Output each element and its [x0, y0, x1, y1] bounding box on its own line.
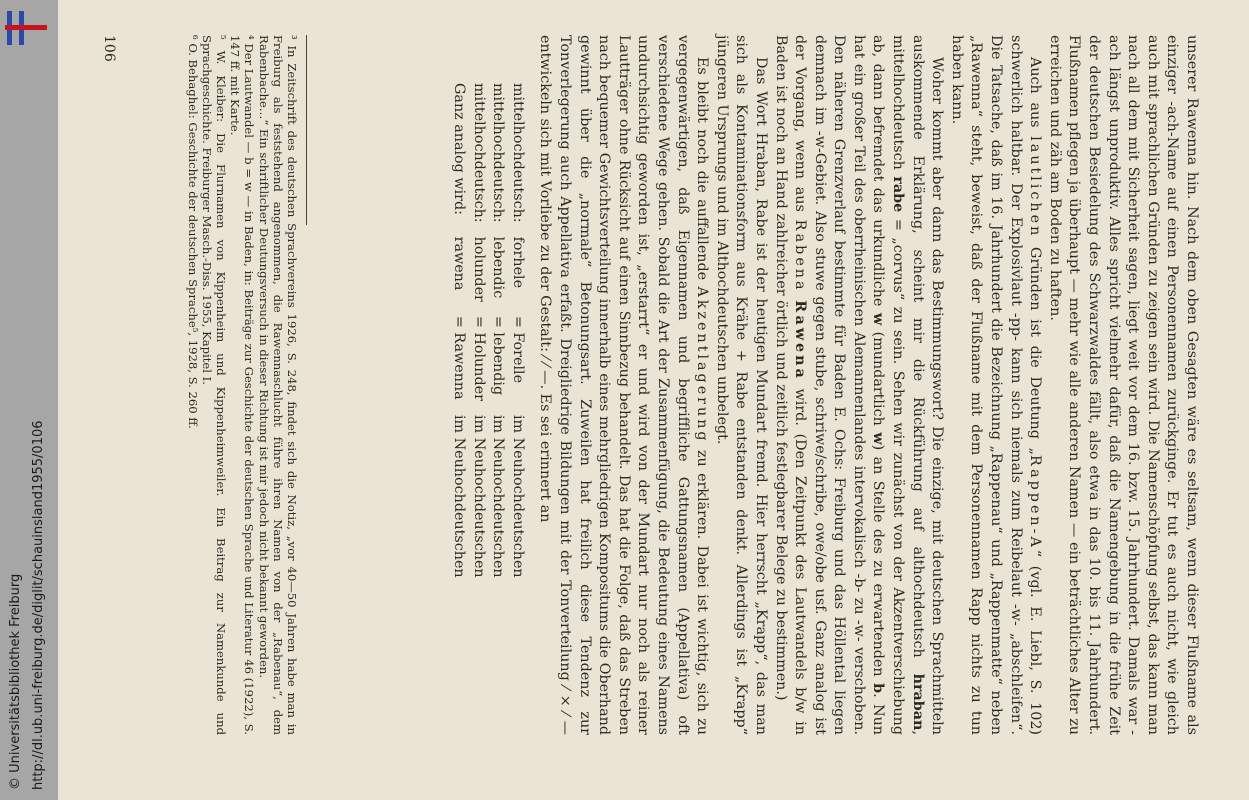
footnote: ⁵ W. Kleiber: Die Flurnamen von Kippenheim und Kippenheimweiler. Ein Beitrag zur Namenkunde und Sprachgeschichte. Freiburger Masch.-Diss. 1955, Kapitel I.	[199, 35, 228, 735]
paragraph-1: unserer Rawenna hin. Nach dem oben Gesagten wäre es seltsam, wenn dieser Flußname als einziger -ach-Name auf einen Personennamen zurückginge. Er tut es auch nicht, wie gleich auch mit sprachlichen Gründen zu zeigen sein wird. Die Namenschöpfung selbst, das kann man nach all dem mit Sicherheit sagen, liegt weit vor dem 16. bzw. 15. Jahrhundert. Damals war -ach längst unproduktiv. Alles spricht vielmehr dafür, daß die Namengebung in die frühe Zeit der deutschen Besiedelung des Schwarzwaldes fällt, also etwa in das 10. bis 11. Jahrhundert. Flußnamen pflegen ja überhaupt — mehr wie alle anderen Namen — ein beträchtliches Alter zu erreichen und zäh am Boden zu haften.	[1046, 35, 1200, 735]
footnote: ⁴ Der Lautwandel — b = w — in Baden, in: Beiträge zur Geschichte der deutschen Sprache und Literatur 46 (1922), S. 147 ff. mit Karte.	[228, 35, 257, 735]
copyright-text: © Universitätsbibliothek Freiburg	[8, 573, 23, 790]
footnotes	[185, 35, 299, 735]
viewer-sidebar	[0, 0, 58, 800]
table-row: mittelhochdeutsch: lebendic = lebendig im Neuhochdeutschen	[490, 83, 507, 578]
source-url-text: http://dl.ub.uni-freiburg.de/diglit/schauinsland1955/0106	[31, 420, 46, 790]
word-comparison-table	[448, 83, 526, 592]
table-row: mittelhochdeutsch: holunder = Holunder im Neuhochdeutschen	[470, 83, 487, 578]
page-content	[58, 35, 1249, 735]
body-text	[440, 35, 1201, 735]
page-number: 106	[101, 35, 117, 62]
paragraph-5: Es bleibt noch die auffallende Akzentlagerung zu erklären. Dabei ist wichtig, sich zu vergegenwärtigen, daß Eigennamen und begriffliche Gattungsnamen (Appellativa) oft verschiedene Wege gehen. Sobald die Art der Zusammenfügung, die Bedeutung eines Namens undurchsichtig geworden ist, „erstarrt“ er und wird von der Mundart nur noch als reiner Lautträger ohne Rücksicht auf einen Sinnbezug behandelt. Das hat die Folge, daß das Streben nach bequemer Gewichtsverteilung innerhalb eines mehrgliedrigen Kompositums die Oberhand gewinnt über die „normale“ Betonungsart. Zuweilen hat freilich diese Tendenz zur Tonverlegerung auch Appellativa erfaßt. Dreigliedrige Bildungen mit der Tonverteilung ⁄ × ⁄ — entwickeln sich mit Vorliebe zu der Gestalt: ⁄ ⁄ —. Es sei erinnert an	[537, 35, 711, 735]
paragraph-3: Woher kommt aber dann das Bestimmungswort? Die einzige, mit deutschen Sprachmitteln auskommende Erklärung, scheint mir die Rückführung auf althochdeutsch hraban, mittelhochdeutsch rabe = „corvus“ zu sein. Sehen wir zunächst von der Akzentverschiebung ab, dann befremdet das urkundliche w (mundartlich w) an Stelle des zu erwartenden b. Nun hat ein großer Teil des oberrheinischen Alemannenlandes intervokalisch -b- zu -w- verschoben. Den näheren Grenzverlauf bestimmte für Baden E. Ochs: Freiburg und das Höllental liegen demnach im -w-Gebiet. Also stuwe gegen stube, schriwe/schribe, owe/obe usf. Ganz analog ist der Vorgang, wenn aus Rabena Rawena wird. (Den Zeitpunkt des Lautwandels b/w in Baden ist noch an Hand zahlreicher örtlich und zeitlich festlegbarer Belege zu bestimmen.)	[772, 35, 946, 736]
footnote: ⁶ O. Behaghel: Geschichte der deutschen Sprache⁵, 1928, S. 260 ff.	[185, 35, 200, 429]
paragraph-4: Das Wort Hraban, Rabe ist der heutigen Mundart fremd. Hier herrscht „Krapp“, das man sich als Kontaminationsform aus Krähe + Rabe entstanden denkt. Allerdings ist „Krapp“ jüngeren Ursprungs und im Althochdeutschen unbelegt.	[713, 35, 769, 735]
university-logo	[4, 8, 48, 48]
footnote: ³ In Zeitschrift des deutschen Sprachvereins 1926, S. 248, findet sich die Notiz, „vor 40—50 Jahren habe man in Freiburg als feststehend angenommen, die Rawennaschlucht führe ihren Namen von der „Rabenau“, dem Rabenbache…“ Ein schriftlicher Deutungsversuch in dieser Richtung ist mir jedoch nicht bekannt geworden.	[256, 35, 299, 735]
table-row: Ganz analog wird: rawena = Rawenna im Neuhochdeutschen	[451, 83, 468, 578]
footnote-divider	[306, 35, 307, 225]
paragraph-2: Auch aus lautlichen Gründen ist die Deutung „Rappen-A“ (vgl. E. Liebl, S. 102) schwerlich haltbar. Der Explosivlaut -pp- kann sich niemals zum Reibelaut -w- „abschleifen“. Die Tatsache, daß im 16. Jahrhundert die Bezeichnung „Rappenau“ und „Rappenmatte“ neben „Rawenna“ steht, beweist, daß der Flußname mit dem Personennamen Rapp nichts zu tun haben kann.	[948, 35, 1044, 736]
table-row: mittelhochdeutsch: forhele = Forelle im Neuhochdeutschen	[509, 83, 526, 578]
scanned-page	[58, 0, 1249, 800]
